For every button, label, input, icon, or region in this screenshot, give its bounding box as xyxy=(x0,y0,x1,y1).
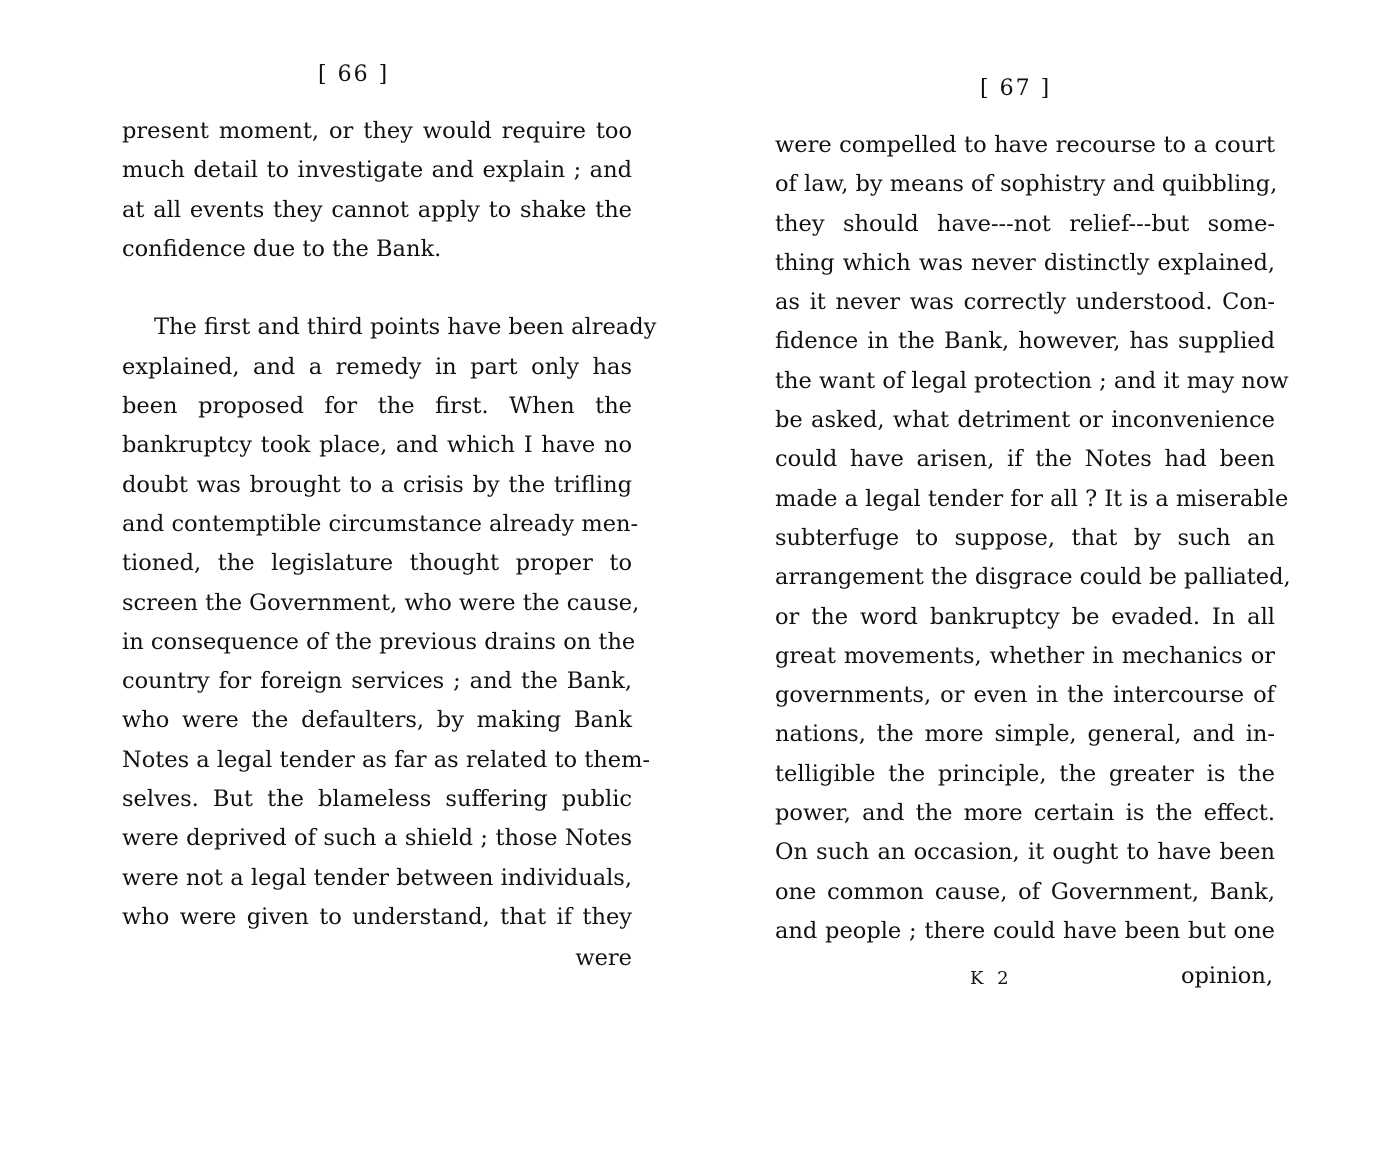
text-line: telligible the principle, the greater is the xyxy=(775,760,1275,787)
text-line: and people ; there could have been but one xyxy=(775,917,1275,944)
text-line: The first and third points have been already xyxy=(154,314,657,341)
text-line: great movements, whether in mechanics or xyxy=(775,642,1275,669)
text-line: were deprived of such a shield ; those Notes xyxy=(122,825,632,852)
paragraph-gap xyxy=(122,269,632,308)
text-line: arrangement the disgrace could be palliated, xyxy=(775,564,1291,591)
text-line: made a legal tender for all ? It is a miserable xyxy=(775,485,1289,512)
text-line: who were the defaulters, by making Bank xyxy=(122,707,632,734)
text-line: were not a legal tender between individuals, xyxy=(122,864,632,891)
paragraph xyxy=(122,112,632,269)
text-line: screen the Government, who were the cause, xyxy=(122,589,640,616)
signature-mark: K 2 xyxy=(970,968,1013,989)
text-line: the want of legal protection ; and it may now xyxy=(775,367,1289,394)
text-line: and contemptible circumstance already men- xyxy=(122,510,639,537)
text-line: fidence in the Bank, however, has supplied xyxy=(775,328,1275,355)
text-line: or the word bankruptcy be evaded. In all xyxy=(775,603,1275,630)
text-line: governments, or even in the intercourse of xyxy=(775,682,1275,709)
text-line: subterfuge to suppose, that by such an xyxy=(775,524,1275,551)
page-number-header: [ 66 ] xyxy=(318,62,390,87)
paragraph xyxy=(122,308,657,937)
text-line: who were given to understand, that if they xyxy=(122,903,632,930)
text-line: bankruptcy took place, and which I have no xyxy=(122,432,632,459)
catchword: were xyxy=(575,945,632,971)
text-line: explained, and a remedy in part only has xyxy=(122,353,632,380)
text-line: doubt was brought to a crisis by the trifling xyxy=(122,471,632,498)
text-line: thing which was never distinctly explained, xyxy=(775,249,1275,276)
text-line: been proposed for the first. When the xyxy=(122,393,632,420)
text-line: could have arisen, if the Notes had been xyxy=(775,446,1275,473)
text-line: Notes a legal tender as far as related to them- xyxy=(122,746,651,773)
paragraph xyxy=(775,126,1291,951)
page-number-header: [ 67 ] xyxy=(980,76,1052,101)
text-line: as it never was correctly understood. Con- xyxy=(775,289,1275,316)
text-line: were compelled to have recourse to a court xyxy=(775,132,1275,158)
right-page xyxy=(700,0,1397,1161)
text-line: much detail to investigate and explain ; and xyxy=(122,157,632,184)
text-line: country for foreign services ; and the Bank, xyxy=(122,668,632,695)
text-line: present moment, or they would require too xyxy=(122,118,632,144)
text-line: of law, by means of sophistry and quibbling, xyxy=(775,171,1278,198)
text-line: they should have---not relief---but some- xyxy=(775,210,1275,237)
text-line: On such an occasion, it ought to have been xyxy=(775,839,1275,866)
text-line: confidence due to the Bank. xyxy=(122,235,442,262)
text-line: tioned, the legislature thought proper to xyxy=(122,550,632,577)
catchword: opinion, xyxy=(1180,963,1273,989)
text-line: one common cause, of Government, Bank, xyxy=(775,878,1275,905)
body-text xyxy=(122,112,657,937)
text-line: selves. But the blameless suffering public xyxy=(122,786,632,813)
text-line: in consequence of the previous drains on the xyxy=(122,628,636,655)
body-text xyxy=(775,126,1291,951)
text-line: nations, the more simple, general, and in- xyxy=(775,721,1275,748)
text-line: at all events they cannot apply to shake the xyxy=(122,196,632,223)
text-line: power, and the more certain is the effect. xyxy=(775,800,1275,827)
text-line: be asked, what detriment or inconvenience xyxy=(775,407,1275,434)
